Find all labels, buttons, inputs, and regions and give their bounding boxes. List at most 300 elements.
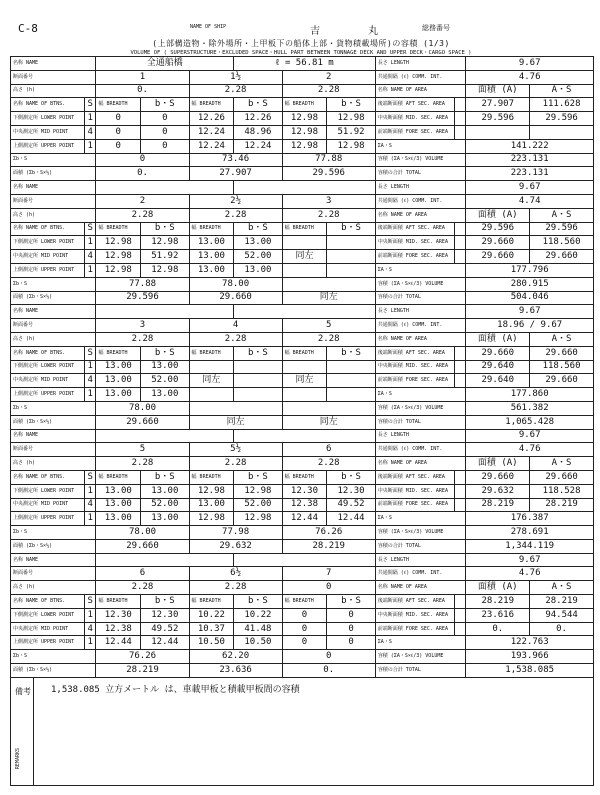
- aft-sec-label: 後端断面積 AFT SEC. AREA: [375, 595, 454, 609]
- table-row: [11, 346, 594, 360]
- bs-value: 41.48: [234, 622, 282, 636]
- mid-as: 118.560: [530, 360, 594, 374]
- table-row: [11, 470, 594, 484]
- breadth-value: 13.00: [189, 236, 234, 250]
- aft-sec-label: 後端断面積 AFT SEC. AREA: [375, 222, 454, 236]
- mid-sec-label: 中央断面積 MID. SEC. AREA: [375, 608, 454, 622]
- volume-label: 容積 (ΣA・S×ℓ/3) VOLUME: [375, 650, 466, 664]
- section-number: 2: [282, 70, 375, 84]
- breadth-header: 幅 BREADTH: [96, 98, 141, 112]
- bs-header: b・S: [327, 470, 376, 484]
- breadth-value: 12.98: [96, 236, 141, 250]
- bs-value: 0: [141, 125, 189, 139]
- height-value: 2.28: [96, 332, 189, 346]
- fore-area: 29.640: [466, 374, 530, 388]
- area-value: 27.907: [189, 167, 282, 181]
- simpson-factor: [454, 98, 466, 112]
- height-value: 0.: [96, 84, 189, 98]
- bs-value: 13.00: [141, 512, 189, 526]
- sum-bs-value: 78.00: [96, 401, 189, 415]
- table-row: [11, 332, 594, 346]
- breadth-value: 同左: [282, 374, 327, 388]
- breadth-value: 13.00: [96, 512, 141, 526]
- name-label: 名称 NAME: [11, 57, 96, 71]
- measure-point-label: 中央測定所 MID POINT: [11, 622, 85, 636]
- total-label: 容積の合計 TOTAL: [375, 291, 466, 305]
- btns-label: 名称 NAME OF BTNS.: [11, 346, 85, 360]
- table-row: [11, 374, 594, 388]
- space-name: [96, 429, 234, 443]
- section-number: 1: [96, 70, 189, 84]
- breadth-header: 幅 BREADTH: [96, 346, 141, 360]
- measure-point-label: 上側測定所 UPPER POINT: [11, 388, 85, 402]
- length-formula: [234, 305, 376, 319]
- bs-header: b・S: [141, 470, 189, 484]
- area-value: 同左: [282, 291, 375, 305]
- area-value: 29.632: [189, 539, 282, 553]
- height-label: 高さ (h): [11, 84, 96, 98]
- volume-label: 容積 (ΣA・S×ℓ/3) VOLUME: [375, 526, 466, 540]
- btns-label: 名称 NAME OF BTNS.: [11, 98, 85, 112]
- area-value: 0.: [96, 167, 189, 181]
- bs-value: [234, 388, 282, 402]
- bs-value: 52.00: [141, 498, 189, 512]
- breadth-value: 12.98: [96, 263, 141, 277]
- bs-header: b・S: [234, 470, 282, 484]
- breadth-value: 0: [282, 622, 327, 636]
- breadth-value: 12.98: [282, 112, 327, 126]
- aft-as: 29.660: [530, 470, 594, 484]
- area-value: 同左: [282, 415, 375, 429]
- height-value: 2.28: [189, 457, 282, 471]
- breadth-value: 10.22: [189, 608, 234, 622]
- breadth-value: [282, 360, 327, 374]
- simpson-multiplier: 1: [84, 263, 95, 277]
- space-name: [96, 553, 234, 567]
- breadth-header: 幅 BREADTH: [189, 470, 234, 484]
- bs-value: 12.98: [234, 512, 282, 526]
- volume-label: 容積 (ΣA・S×ℓ/3) VOLUME: [375, 277, 466, 291]
- bs-value: 12.98: [234, 484, 282, 498]
- section-number: 2½: [189, 194, 282, 208]
- simpson-multiplier: 4: [84, 125, 95, 139]
- area-value: 0.: [282, 664, 375, 678]
- bs-value: 13.00: [234, 236, 282, 250]
- area-name-label: 名称 NAME OF AREA: [375, 457, 466, 471]
- fore-sec-label: 前端断面積 FORE SEC. AREA: [375, 125, 454, 139]
- table-row: [11, 512, 594, 526]
- bs-value: 12.26: [234, 112, 282, 126]
- sum-bs-value: 76.26: [282, 526, 375, 540]
- area-label: 面積 (Σb・S×⅓): [11, 415, 96, 429]
- sum-as-label: ΣA・S: [375, 388, 466, 402]
- table-row: [11, 581, 594, 595]
- height-value: 2.28: [189, 332, 282, 346]
- section-number: 3: [96, 319, 189, 333]
- remarks-label: [11, 678, 34, 785]
- section-label: 断面番号: [11, 567, 96, 581]
- height-value: 2.28: [96, 208, 189, 222]
- measure-point-label: 上側測定所 UPPER POINT: [11, 636, 85, 650]
- measure-point-label: 中央測定所 MID POINT: [11, 374, 85, 388]
- measure-point-label: 上側測定所 UPPER POINT: [11, 139, 85, 153]
- table-row: [11, 664, 594, 678]
- table-row: [11, 236, 594, 250]
- bs-value: 12.44: [327, 512, 376, 526]
- height-value: 2.28: [282, 84, 375, 98]
- breadth-value: 12.26: [189, 112, 234, 126]
- table-row: [11, 153, 594, 167]
- table-row: [11, 498, 594, 512]
- bs-value: 52.00: [234, 498, 282, 512]
- measure-point-label: 下側測定所 LOWER POINT: [11, 608, 85, 622]
- simpson-factor: [454, 250, 466, 264]
- registration-number-label: 総務番号: [422, 24, 450, 32]
- breadth-value: 10.37: [189, 622, 234, 636]
- length-formula: [234, 181, 376, 195]
- breadth-header: 幅 BREADTH: [96, 470, 141, 484]
- breadth-header: 幅 BREADTH: [189, 222, 234, 236]
- table-row: [11, 250, 594, 264]
- length-value: 9.67: [466, 553, 594, 567]
- bs-header: b・S: [234, 346, 282, 360]
- volume-value: 561.382: [466, 401, 594, 415]
- volume-value: 278.691: [466, 526, 594, 540]
- breadth-value: 13.00: [96, 388, 141, 402]
- bs-value: 10.50: [234, 636, 282, 650]
- table-row: [11, 222, 594, 236]
- sum-bs-value: 62.20: [189, 650, 282, 664]
- simpson-multiplier: 4: [84, 250, 95, 264]
- remarks-text: 1,538.085 立方メートル は、車載甲板と積載甲板間の容積: [51, 685, 300, 695]
- bs-value: [327, 360, 376, 374]
- section-number: 2: [96, 194, 189, 208]
- volume-value: 223.131: [466, 153, 594, 167]
- measure-point-label: 中央測定所 MID POINT: [11, 125, 85, 139]
- total-value: 1,538.085: [466, 664, 594, 678]
- sum-bs-value: 77.88: [282, 153, 375, 167]
- section-label: 断面番号: [11, 70, 96, 84]
- breadth-value: 13.00: [96, 360, 141, 374]
- as-header: A・S: [530, 457, 594, 471]
- mid-as: 118.528: [530, 484, 594, 498]
- total-value: 504.046: [466, 291, 594, 305]
- table-row: [11, 539, 594, 553]
- bs-value: 52.00: [141, 374, 189, 388]
- section-number: 7: [282, 567, 375, 581]
- table-row: [11, 415, 594, 429]
- simpson-multiplier: 1: [84, 636, 95, 650]
- sum-as-label: ΣA・S: [375, 263, 466, 277]
- comm-int-value: 4.76: [466, 443, 594, 457]
- sum-bs-value: 0: [282, 650, 375, 664]
- as-header: A・S: [530, 208, 594, 222]
- bs-value: 0: [141, 112, 189, 126]
- table-row: [11, 70, 594, 84]
- area-label: 面積 (Σb・S×⅓): [11, 664, 96, 678]
- section-number: 6: [96, 567, 189, 581]
- bs-value: 13.00: [141, 360, 189, 374]
- simpson-factor: [454, 360, 466, 374]
- fore-sec-label: 前端断面積 FORE SEC. AREA: [375, 250, 454, 264]
- ship-name-label: NAME OF SHIP: [190, 24, 227, 30]
- comm-int-value: 18.96 / 9.67: [466, 319, 594, 333]
- breadth-header: 幅 BREADTH: [282, 470, 327, 484]
- measure-point-label: 下側測定所 LOWER POINT: [11, 360, 85, 374]
- area-name-label: 名称 NAME OF AREA: [375, 581, 466, 595]
- section-label: 断面番号: [11, 443, 96, 457]
- breadth-value: 同左: [189, 374, 234, 388]
- fore-as: 29.660: [530, 250, 594, 264]
- bs-value: 10.22: [234, 608, 282, 622]
- sum-bs-value: [189, 401, 282, 415]
- bs-value: [234, 374, 282, 388]
- section-number: 3: [282, 194, 375, 208]
- bs-value: 0: [327, 636, 376, 650]
- height-value: 2.28: [96, 581, 189, 595]
- area-value: 28.219: [282, 539, 375, 553]
- remarks-label-en: REMARKS: [15, 748, 21, 770]
- table-row: [11, 291, 594, 305]
- bs-value: 12.44: [141, 636, 189, 650]
- total-value: 223.131: [466, 167, 594, 181]
- sum-bs-value: [282, 277, 375, 291]
- aft-as: 28.219: [530, 595, 594, 609]
- as-header: A・S: [530, 581, 594, 595]
- s-header: S: [84, 98, 95, 112]
- sum-bs-value: 78.00: [189, 277, 282, 291]
- fore-sec-label: 前端断面積 FORE SEC. AREA: [375, 622, 454, 636]
- comm-int-label: 共通間隔 (ℓ) COMM. INT.: [375, 194, 466, 208]
- total-value: 1,344.119: [466, 539, 594, 553]
- mid-as: 94.544: [530, 608, 594, 622]
- length-formula: [234, 429, 376, 443]
- sum-as-label: ΣA・S: [375, 512, 466, 526]
- breadth-value: 0: [282, 608, 327, 622]
- table-row: [11, 443, 594, 457]
- sum-as-value: 122.763: [466, 636, 594, 650]
- breadth-value: 0: [282, 636, 327, 650]
- simpson-factor: [454, 608, 466, 622]
- height-label: 高さ (h): [11, 457, 96, 471]
- breadth-value: 12.30: [282, 484, 327, 498]
- breadth-value: 13.00: [189, 498, 234, 512]
- btns-label: 名称 NAME OF BTNS.: [11, 222, 85, 236]
- length-value: 9.67: [466, 429, 594, 443]
- simpson-factor: [454, 374, 466, 388]
- breadth-value: 12.24: [189, 139, 234, 153]
- bs-header: b・S: [327, 346, 376, 360]
- table-row: [11, 263, 594, 277]
- fore-as: [530, 125, 594, 139]
- mid-sec-label: 中央断面積 MID. SEC. AREA: [375, 112, 454, 126]
- bs-header: b・S: [141, 222, 189, 236]
- volume-label: 容積 (ΣA・S×ℓ/3) VOLUME: [375, 401, 466, 415]
- breadth-header: 幅 BREADTH: [96, 222, 141, 236]
- table-row: [11, 429, 594, 443]
- fore-area: 0.: [466, 622, 530, 636]
- area-a-header: 面積 (A): [466, 84, 530, 98]
- breadth-value: 12.44: [282, 512, 327, 526]
- volume-value: 280.915: [466, 277, 594, 291]
- as-header: A・S: [530, 84, 594, 98]
- breadth-header: 幅 BREADTH: [282, 98, 327, 112]
- area-value: 29.660: [189, 291, 282, 305]
- breadth-header: 幅 BREADTH: [189, 98, 234, 112]
- sum-bs-label: Σb・S: [11, 526, 96, 540]
- sheet-number: C-8: [18, 22, 38, 35]
- bs-value: 12.30: [327, 484, 376, 498]
- simpson-factor: [454, 484, 466, 498]
- breadth-value: 12.98: [96, 250, 141, 264]
- section-number: 5: [282, 319, 375, 333]
- sum-bs-label: Σb・S: [11, 277, 96, 291]
- table-row: [11, 388, 594, 402]
- sum-bs-label: Σb・S: [11, 153, 96, 167]
- mid-as: 118.560: [530, 236, 594, 250]
- breadth-value: 0: [96, 125, 141, 139]
- sum-bs-label: Σb・S: [11, 650, 96, 664]
- sum-bs-value: 0: [96, 153, 189, 167]
- simpson-factor: [454, 125, 466, 139]
- section-label: 断面番号: [11, 319, 96, 333]
- table-row: [11, 112, 594, 126]
- breadth-header: 幅 BREADTH: [189, 595, 234, 609]
- bs-value: 12.98: [327, 112, 376, 126]
- breadth-value: 12.44: [96, 636, 141, 650]
- height-value: 2.28: [96, 457, 189, 471]
- comm-int-label: 共通間隔 (ℓ) COMM. INT.: [375, 70, 466, 84]
- aft-area: 29.660: [466, 346, 530, 360]
- mid-area: 23.616: [466, 608, 530, 622]
- comm-int-label: 共通間隔 (ℓ) COMM. INT.: [375, 567, 466, 581]
- bs-value: [234, 360, 282, 374]
- measure-point-label: 中央測定所 MID POINT: [11, 498, 85, 512]
- bs-value: 0: [327, 622, 376, 636]
- mid-area: 29.596: [466, 112, 530, 126]
- table-row: [11, 526, 594, 540]
- bs-value: [327, 250, 376, 264]
- height-label: 高さ (h): [11, 332, 96, 346]
- sum-as-label: ΣA・S: [375, 636, 466, 650]
- breadth-value: 12.24: [189, 125, 234, 139]
- measure-point-label: 中央測定所 MID POINT: [11, 250, 85, 264]
- sum-as-value: 176.387: [466, 512, 594, 526]
- area-value: 29.660: [96, 539, 189, 553]
- breadth-value: 13.00: [189, 263, 234, 277]
- s-header: S: [84, 595, 95, 609]
- bs-value: [327, 374, 376, 388]
- section-number: 6½: [189, 567, 282, 581]
- breadth-value: 13.00: [96, 484, 141, 498]
- bs-value: 0: [327, 608, 376, 622]
- simpson-multiplier: 1: [84, 608, 95, 622]
- sum-as-value: 177.796: [466, 263, 594, 277]
- sum-bs-value: 78.00: [96, 526, 189, 540]
- fore-area: 28.219: [466, 498, 530, 512]
- table-row: [11, 360, 594, 374]
- section-number: 6: [282, 443, 375, 457]
- simpson-factor: [454, 498, 466, 512]
- form-subtitle: VOLUME OF ( SUPERSTRUCTURE・EXCLUDED SPACE・HULL PART BETWEEN TONNAGE DECK AND UPPER DECK・CARGO SPACE ): [130, 50, 472, 56]
- simpson-multiplier: 1: [84, 236, 95, 250]
- breadth-value: 10.50: [189, 636, 234, 650]
- section-label: 断面番号: [11, 194, 96, 208]
- area-label: 面積 (Σb・S×⅓): [11, 167, 96, 181]
- aft-sec-label: 後端断面積 AFT SEC. AREA: [375, 346, 454, 360]
- table-row: [11, 84, 594, 98]
- section-number: 5: [96, 443, 189, 457]
- area-label: 面積 (Σb・S×⅓): [11, 539, 96, 553]
- area-value: 29.596: [96, 291, 189, 305]
- area-label: 面積 (Σb・S×⅓): [11, 291, 96, 305]
- table-row: [11, 194, 594, 208]
- ship-name-part: 吉: [310, 26, 320, 37]
- bs-value: [327, 263, 376, 277]
- table-row: [11, 457, 594, 471]
- section-number: 5½: [189, 443, 282, 457]
- s-header: S: [84, 470, 95, 484]
- measure-point-label: 下側測定所 LOWER POINT: [11, 112, 85, 126]
- length-label: 長さ LENGTH: [375, 181, 466, 195]
- height-value: 2.28: [189, 84, 282, 98]
- breadth-value: [282, 236, 327, 250]
- form-title: (上部構造物・除外場所・上甲板下の船体上部・貨物積載場所)の容積 (1/3): [152, 39, 450, 48]
- comm-int-value: 4.76: [466, 567, 594, 581]
- fore-sec-label: 前端断面積 FORE SEC. AREA: [375, 374, 454, 388]
- bs-header: b・S: [327, 98, 376, 112]
- breadth-value: 12.38: [282, 498, 327, 512]
- sum-as-label: ΣA・S: [375, 139, 466, 153]
- height-label: 高さ (h): [11, 208, 96, 222]
- aft-as: 111.628: [530, 98, 594, 112]
- mid-as: 29.596: [530, 112, 594, 126]
- aft-area: 28.219: [466, 595, 530, 609]
- simpson-multiplier: 1: [84, 388, 95, 402]
- total-label: 容積の合計 TOTAL: [375, 167, 466, 181]
- area-value: 23.636: [189, 664, 282, 678]
- section-number: 1½: [189, 70, 282, 84]
- aft-area: 29.596: [466, 222, 530, 236]
- fore-sec-label: 前端断面積 FORE SEC. AREA: [375, 498, 454, 512]
- simpson-factor: [454, 222, 466, 236]
- remarks-box: [10, 678, 594, 786]
- comm-int-label: 共通間隔 (ℓ) COMM. INT.: [375, 319, 466, 333]
- breadth-header: 幅 BREADTH: [96, 595, 141, 609]
- table-row: [11, 622, 594, 636]
- fore-area: 29.660: [466, 250, 530, 264]
- space-name: [96, 181, 234, 195]
- table-row: [11, 319, 594, 333]
- breadth-value: 13.00: [96, 374, 141, 388]
- sum-bs-value: 77.88: [96, 277, 189, 291]
- fore-as: 29.660: [530, 374, 594, 388]
- total-label: 容積の合計 TOTAL: [375, 539, 466, 553]
- breadth-header: 幅 BREADTH: [282, 346, 327, 360]
- breadth-value: 0: [96, 112, 141, 126]
- simpson-multiplier: 1: [84, 112, 95, 126]
- fore-as: 28.219: [530, 498, 594, 512]
- length-formula: ℓ = 56.81 m: [234, 57, 376, 71]
- table-row: [11, 401, 594, 415]
- sum-as-value: 141.222: [466, 139, 594, 153]
- length-formula: [234, 553, 376, 567]
- length-label: 長さ LENGTH: [375, 553, 466, 567]
- mid-sec-label: 中央断面積 MID. SEC. AREA: [375, 236, 454, 250]
- bs-value: 12.24: [234, 139, 282, 153]
- total-label: 容積の合計 TOTAL: [375, 415, 466, 429]
- sum-as-value: 177.860: [466, 388, 594, 402]
